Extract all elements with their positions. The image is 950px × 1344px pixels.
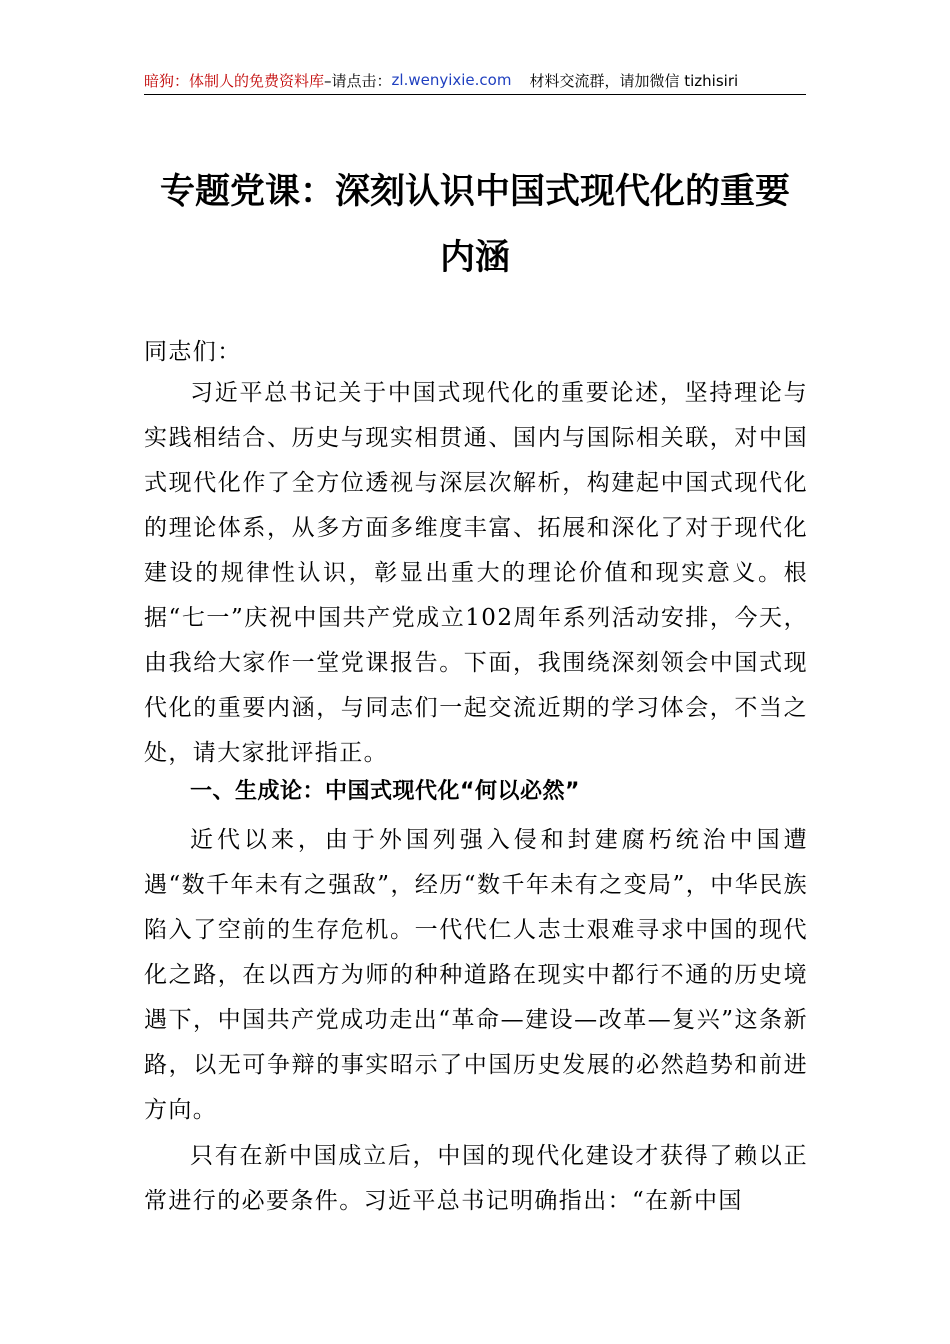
- header-brand: 暗狗：体制人的免费资料库: [144, 71, 325, 90]
- header-wechat-note: 材料交流群，请加微信 tizhisiri: [529, 71, 739, 90]
- header-url-link[interactable]: zl.wenyixie.com: [391, 71, 512, 89]
- header-click-prompt: –请点击：: [324, 71, 392, 90]
- paragraph-section1-a: 近代以来，由于外国列强入侵和封建腐朽统治中国遭遇“数千年未有之强敌”，经历“数千年未有之变局”，中华民族陷入了空前的生存危机。一代代仁人志士艰难寻求中国的现代化之路，在以西方为师的种种道路在现实中都行不通的历史境遇下，中国共产党成功走出“革命—建设—改革—复兴”这条新路，以无可争辩的事实昭示了中国历史发展的必然趋势和前进方向。: [144, 827, 808, 1123]
- document-title-line1: 专题党课：深刻认识中国式现代化的重要: [159, 171, 790, 212]
- salutation: 同志们：: [144, 339, 242, 365]
- paragraph-intro: 习近平总书记关于中国式现代化的重要论述，坚持理论与实践相结合、历史与现实相贯通、国内与国际相关联，对中国式现代化作了全方位透视与深层次解析，构建起中国式现代化的理论体系，从多方面多维度丰富、拓展和深化了对于现代化建设的规律性认识，彰显出重大的理论价值和现实意义。根据“七一”庆祝中国共产党成立102周年系列活动安排，今天，由我给大家作一堂党课报告。下面，我围绕深刻领会中国式现代化的重要内涵，与同志们一起交流近期的学习体会，不当之处，请大家批评指正。: [144, 380, 808, 766]
- page-header: [144, 66, 806, 95]
- document-title-line2: 内涵: [439, 237, 510, 278]
- paragraph-section1-b: 只有在新中国成立后，中国的现代化建设才获得了赖以正常进行的必要条件。习近平总书记明确指出：“在新中国: [144, 1143, 808, 1214]
- section-heading-1: 一、生成论：中国式现代化“何以必然”: [190, 779, 580, 804]
